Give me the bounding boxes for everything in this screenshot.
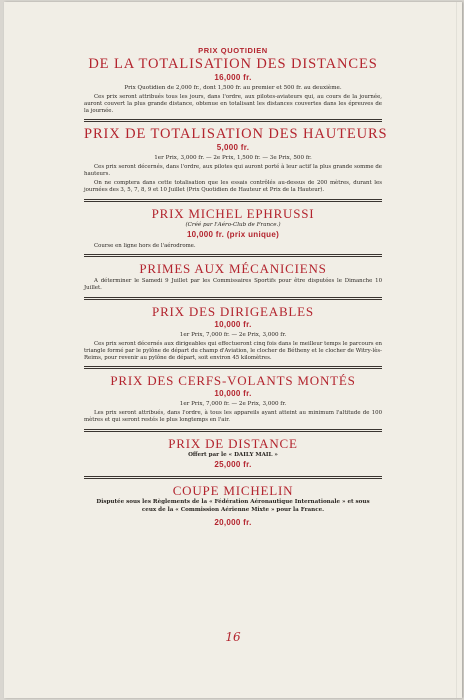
- section-paragraph: A déterminer le Samedi 9 Juillet par les Commissaires Sportifs pour être disputées le Dimanche 10 Juillet.: [84, 278, 382, 292]
- divider-rule: [84, 429, 382, 432]
- divider-rule: [84, 199, 382, 202]
- section-title: PRIMES AUX MÉCANICIENS: [139, 261, 327, 277]
- section-title: PRIX MICHEL EPHRUSSI: [151, 205, 315, 221]
- section-title: PRIX DE DISTANCE: [168, 435, 298, 451]
- section-title: COUPE MICHELIN: [172, 482, 294, 498]
- section-paragraph: Ces prix seront décernés aux dirigeables qui effectueront cinq fois dans le meilleur temps le parcours en triangle formé par le pylône de départ du champ d'Aviation, le clocher de Bétheny et le clocher de Witry-lès-Reims, pour revenir au pylône de départ, soit environ 45 kilomètres.: [84, 340, 382, 361]
- section-amount: 16,000 fr.: [214, 73, 252, 82]
- section-title: PRIX DE TOTALISATION DES HAUTEURS: [84, 126, 388, 143]
- section-distance-totalisation: [84, 46, 382, 114]
- divider-rule: [84, 366, 382, 369]
- section-kicker: PRIX QUOTIDIEN: [198, 46, 268, 55]
- section-height-totalisation: [84, 126, 388, 193]
- section-title: DE LA TOTALISATION DES DISTANCES: [88, 56, 378, 72]
- divider-rule: [84, 254, 382, 257]
- section-mechanics-bonus: [84, 261, 382, 292]
- divider-rule: [84, 476, 382, 479]
- section-amount: 10,000 fr. (prix unique): [186, 229, 280, 239]
- section-paragraph: Ces prix seront décernés, dans l'ordre, aux pilotes qui auront porté à leur actif la plus grande somme de hauteurs.: [84, 164, 382, 178]
- section-distance-prize: [84, 436, 382, 471]
- section-michel-ephrussi: [84, 206, 382, 250]
- divider-rule: [84, 297, 382, 300]
- section-paragraph: Ces prix seront attribués tous les jours, dans l'ordre, aux pilotes-aviateurs qui, au cours de la journée, auront couvert la plus grande distance, obtenue en totalisant les distances couvertes dans les épreuves de la journée.: [84, 94, 382, 114]
- section-amount: 5,000 fr.: [216, 143, 250, 153]
- page-edge-shadow: [456, 2, 457, 698]
- section-paragraph: Course en ligne hors de l'aérodrome.: [94, 242, 196, 249]
- divider-rule: [84, 119, 382, 122]
- section-airships: [84, 304, 382, 361]
- document-page: [4, 2, 462, 698]
- section-amount: 10,000 fr.: [214, 319, 252, 329]
- section-title: PRIX DES CERFS-VOLANTS MONTÉS: [110, 373, 356, 389]
- section-title: PRIX DES DIRIGEABLES: [152, 303, 314, 319]
- section-subtitle: (Créé par l'Aéro-Club de France.): [185, 221, 281, 228]
- section-subtitle: Offert par le « DAILY MAIL »: [188, 451, 278, 458]
- section-paragraph: Les prix seront attribués, dans l'ordre, à tous les appareils ayant atteint au minimum l'altitude de 100 mètres et qui seront restés le plus longtemps en l'air.: [84, 410, 382, 424]
- section-paragraph: Disputée sous les Règlements de la « Fédération Aéronautique Internationale » et sous ceux de la « Commission Aérienne Mixte » pour la France.: [96, 498, 370, 513]
- section-detail-line: 1er Prix, 7,000 fr. — 2e Prix, 3,000 fr.: [179, 331, 287, 338]
- section-detail-line: 1er Prix, 7,000 fr. — 2e Prix, 3,000 fr.: [179, 401, 287, 408]
- section-coupe-michelin: [84, 483, 382, 529]
- section-manned-kites: [84, 373, 382, 424]
- prize-list: [84, 46, 388, 529]
- section-detail-line: Prix Quotidien de 2,000 fr., dont 1,500 fr. au premier et 500 fr. au deuxième.: [124, 85, 342, 91]
- section-paragraph: On ne comptera dans cette totalisation que les essais contrôlés au-dessus de 200 mètres, durant les journées des 3, 5, 7, 8, 9 et 10 Juillet (Prix Quotidien de Hauteur et Prix de la Hauteur).: [84, 179, 382, 193]
- section-amount: 25,000 fr.: [214, 459, 252, 469]
- section-detail-line: 1er Prix, 3,000 fr. — 2e Prix, 1,500 fr. — 3e Prix, 500 fr.: [154, 155, 312, 162]
- page-number: 16: [225, 630, 241, 644]
- section-amount: 20,000 fr.: [214, 517, 252, 527]
- section-amount: 10,000 fr.: [214, 389, 252, 399]
